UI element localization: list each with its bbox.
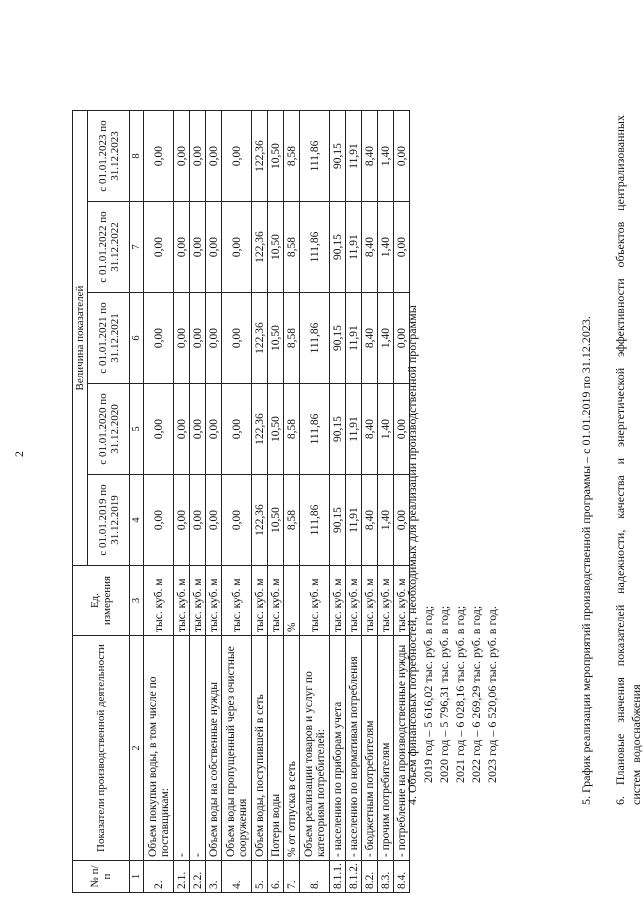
table-row (206, 111, 222, 893)
row-value: 111,86 (300, 202, 330, 293)
row-unit: % (284, 566, 300, 636)
header-period: с 01.01.2022 по 31.12.2022 (88, 202, 130, 293)
row-value: 0,00 (206, 475, 222, 566)
row-value: 0,00 (174, 475, 190, 566)
row-unit: тыс. куб. м (378, 566, 394, 636)
row-value: 0,00 (174, 293, 190, 384)
row-value: 11,91 (346, 111, 362, 202)
row-indicator-name: Объем реализации товаров и услуг по категориям потребителей: (300, 636, 330, 861)
row-indicator-name: Объем воды на собственные нужды (206, 636, 222, 861)
header-period: с 01.01.2020 по 31.12.2020 (88, 384, 130, 475)
row-value: 10,50 (268, 384, 284, 475)
column-index: 7 (130, 202, 144, 293)
row-unit: тыс. куб. м (252, 566, 268, 636)
row-unit: тыс. куб. м (346, 566, 362, 636)
row-value: 111,86 (300, 293, 330, 384)
row-indicator-name: Объем воды пропущенный через очистные сооружения (222, 636, 252, 861)
row-number: 8.1.1. (330, 861, 346, 893)
row-value: 10,50 (268, 475, 284, 566)
row-number: 8.4. (394, 861, 410, 893)
row-value: 0,00 (190, 384, 206, 475)
row-value: 0,00 (222, 293, 252, 384)
page-number: 2 (12, 451, 26, 457)
financial-year-line: 2019 год – 5 616,02 тыс. руб. в год; (421, 605, 435, 783)
row-unit: тыс. куб. м (330, 566, 346, 636)
row-value: 0,00 (394, 384, 410, 475)
row-unit: тыс. куб. м (174, 566, 190, 636)
row-value: 0,00 (222, 202, 252, 293)
header-period: с 01.01.2023 по 31.12.2023 (88, 111, 130, 202)
table-row (222, 111, 252, 893)
row-value: 8,58 (284, 384, 300, 475)
row-indicator-name: - бюджетным потребителям (362, 636, 378, 861)
row-value: 0,00 (190, 202, 206, 293)
row-value: 10,50 (268, 293, 284, 384)
row-indicator-name: Объем воды, поступившей в сеть (252, 636, 268, 861)
row-value: 11,91 (346, 475, 362, 566)
table-row (378, 111, 394, 893)
row-number: 5. (252, 861, 268, 893)
row-value: 0,00 (144, 111, 174, 202)
row-number: 7. (284, 861, 300, 893)
row-number: 6. (268, 861, 284, 893)
row-indicator-name: - (190, 636, 206, 861)
row-value: 90,15 (330, 384, 346, 475)
row-unit: тыс. куб. м (190, 566, 206, 636)
row-value: 90,15 (330, 475, 346, 566)
row-value: 1,40 (378, 384, 394, 475)
row-value: 11,91 (346, 202, 362, 293)
production-indicators-table (72, 110, 410, 893)
row-value: 122,36 (252, 475, 268, 566)
table-row (174, 111, 190, 893)
row-value: 1,40 (378, 293, 394, 384)
row-unit: тыс. куб. м (222, 566, 252, 636)
row-value: 122,36 (252, 293, 268, 384)
row-value: 0,00 (144, 384, 174, 475)
row-value: 0,00 (144, 202, 174, 293)
row-value: 10,50 (268, 202, 284, 293)
row-value: 122,36 (252, 111, 268, 202)
row-value: 0,00 (144, 293, 174, 384)
table-row (346, 111, 362, 893)
row-value: 0,00 (222, 384, 252, 475)
row-number: 2. (144, 861, 174, 893)
financial-year-line: 2020 год – 5 796,31 тыс. руб. в год; (437, 605, 451, 783)
row-value: 0,00 (206, 384, 222, 475)
row-value: 0,00 (190, 475, 206, 566)
row-value: 90,15 (330, 111, 346, 202)
row-value: 111,86 (300, 111, 330, 202)
header-num: № п/п (73, 861, 130, 893)
row-value: 0,00 (394, 475, 410, 566)
table-row (252, 111, 268, 893)
row-value: 0,00 (222, 475, 252, 566)
row-value: 0,00 (394, 111, 410, 202)
row-value: 11,91 (346, 384, 362, 475)
column-index: 8 (130, 111, 144, 202)
row-value: 0,00 (206, 111, 222, 202)
row-value: 8,40 (362, 475, 378, 566)
row-value: 8,40 (362, 293, 378, 384)
row-unit: тыс. куб. м (268, 566, 284, 636)
row-indicator-name: Объем покупки воды, в том числе по поставщикам: (144, 636, 174, 861)
financial-year-line: 2022 год – 6 269,29 тыс. руб. в год; (469, 605, 483, 783)
row-indicator-name: % от отпуска в сеть (284, 636, 300, 861)
row-value: 1,40 (378, 111, 394, 202)
row-value: 8,58 (284, 111, 300, 202)
column-index: 2 (130, 636, 144, 861)
row-number: 3. (206, 861, 222, 893)
row-value: 1,40 (378, 475, 394, 566)
row-indicator-name: Потери воды (268, 636, 284, 861)
header-period: с 01.01.2021 по 31.12.2021 (88, 293, 130, 384)
row-value: 111,86 (300, 475, 330, 566)
row-indicator-name: - населению по нормативам потребления (346, 636, 362, 861)
table-row (144, 111, 174, 893)
row-indicator-name: - прочим потребителям (378, 636, 394, 861)
financial-needs-heading: 4. Объем финансовых потребностей, необходимых для реализации производственной программы (405, 305, 419, 805)
table-body (144, 111, 410, 893)
row-value: 0,00 (174, 111, 190, 202)
row-number: 2.2. (190, 861, 206, 893)
row-value: 0,00 (222, 111, 252, 202)
row-value: 90,15 (330, 202, 346, 293)
column-index: 1 (130, 861, 144, 893)
notes-section (404, 115, 644, 805)
row-value: 122,36 (252, 384, 268, 475)
row-number: 8. (300, 861, 330, 893)
reliability-paragraph: 6. Плановые значения показателей надежности, качества и энергетической эффективности объектов централизованных систем водоснабжения (613, 115, 643, 805)
column-index: 4 (130, 475, 144, 566)
schedule-paragraph: 5. График реализации мероприятий производственной программы – с 01.01.2019 по 31.12.2023. (579, 316, 593, 805)
financial-year-line: 2023 год – 6 520,06 тыс. руб. в год. (485, 606, 499, 783)
row-indicator-name: - потребление на производственные нужды (394, 636, 410, 861)
row-number: 8.2. (362, 861, 378, 893)
table-row (268, 111, 284, 893)
row-number: 8.1.2. (346, 861, 362, 893)
table-row (190, 111, 206, 893)
row-value: 0,00 (394, 202, 410, 293)
table-row (284, 111, 300, 893)
column-index: 6 (130, 293, 144, 384)
header-indicator: Показатели производственной деятельности (73, 636, 130, 861)
row-value: 1,40 (378, 202, 394, 293)
row-number: 8.3. (378, 861, 394, 893)
row-value: 0,00 (190, 293, 206, 384)
row-number: 4. (222, 861, 252, 893)
row-value: 10,50 (268, 111, 284, 202)
header-values-group: Величина показателей (73, 111, 88, 566)
row-unit: тыс. куб. м (394, 566, 410, 636)
table-row (362, 111, 378, 893)
row-value: 8,40 (362, 384, 378, 475)
row-unit: тыс. куб. м (144, 566, 174, 636)
row-value: 0,00 (144, 475, 174, 566)
row-value: 0,00 (206, 293, 222, 384)
row-unit: тыс. куб. м (362, 566, 378, 636)
row-value: 8,58 (284, 202, 300, 293)
table-row (330, 111, 346, 893)
row-value: 122,36 (252, 202, 268, 293)
row-value: 111,86 (300, 384, 330, 475)
column-index: 5 (130, 384, 144, 475)
row-value: 0,00 (174, 384, 190, 475)
row-unit: тыс. куб. м (206, 566, 222, 636)
row-indicator-name: - (174, 636, 190, 861)
row-value: 0,00 (206, 202, 222, 293)
row-value: 11,91 (346, 293, 362, 384)
row-value: 0,00 (394, 293, 410, 384)
row-unit: тыс. куб. м (300, 566, 330, 636)
row-number: 2.1. (174, 861, 190, 893)
row-value: 0,00 (174, 202, 190, 293)
row-value: 8,40 (362, 202, 378, 293)
row-value: 8,58 (284, 293, 300, 384)
row-value: 8,40 (362, 111, 378, 202)
header-unit: Ед. измерения (73, 566, 130, 636)
column-index: 3 (130, 566, 144, 636)
row-value: 90,15 (330, 293, 346, 384)
table-row (300, 111, 330, 893)
row-value: 0,00 (190, 111, 206, 202)
row-indicator-name: - населению по приборам учета (330, 636, 346, 861)
financial-year-line: 2021 год – 6 028,16 тыс. руб. в год; (453, 605, 467, 783)
row-value: 8,58 (284, 475, 300, 566)
header-period: с 01.01.2019 по 31.12.2019 (88, 475, 130, 566)
